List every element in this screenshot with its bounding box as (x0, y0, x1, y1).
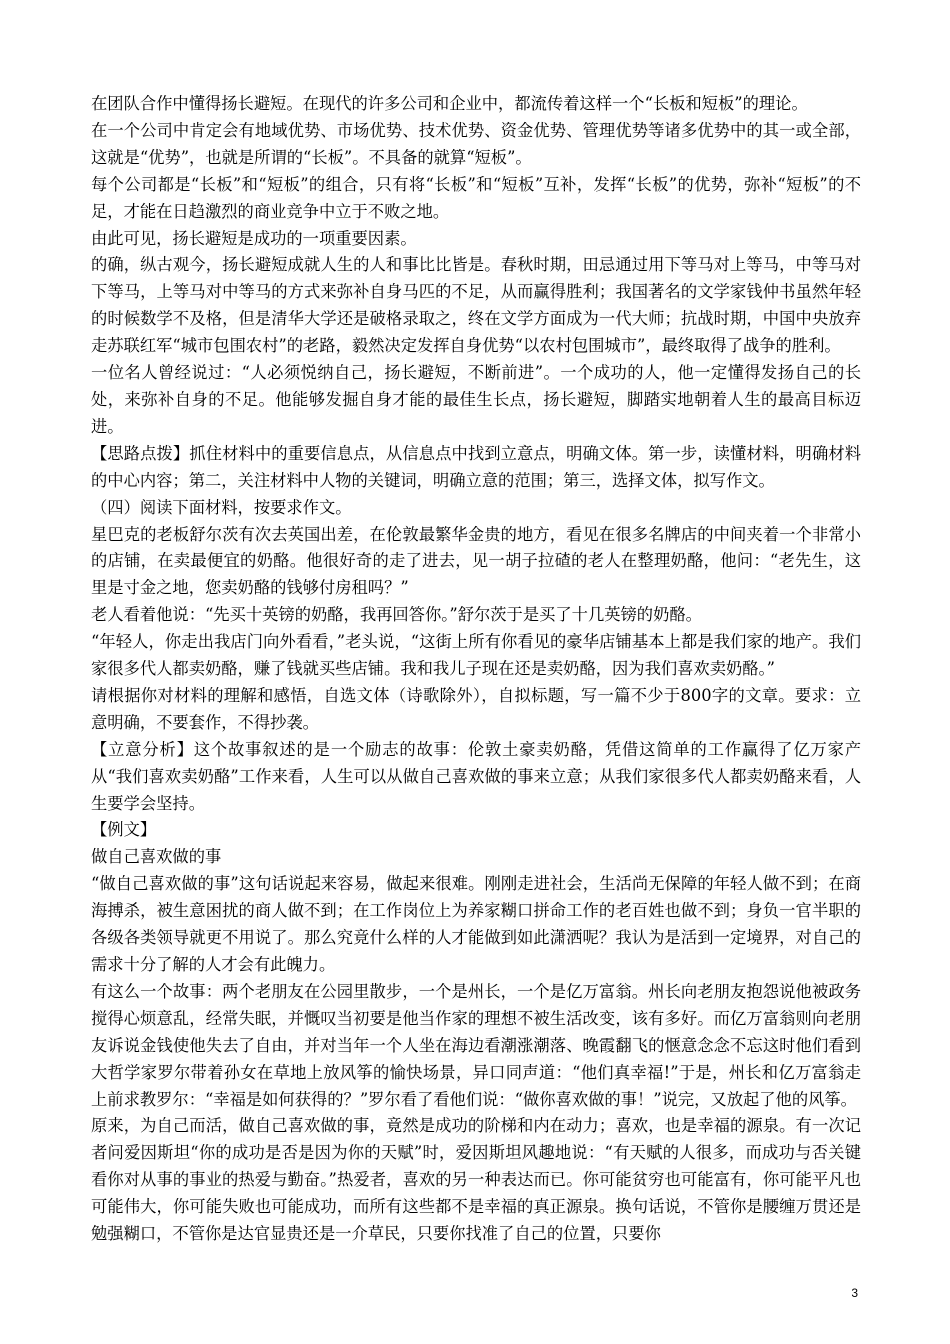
essay-paragraph-2: 有这么一个故事：两个老朋友在公园里散步，一个是州长，一个是亿万富翁。州长向老朋友抱怨说他被政务搅得心烦意乱，经常失眠，并慨叹当初要是他当作家的理想不被生活改变，该有多好。而亿万富翁则向老朋友诉说金钱使他失去了自由，并对当年一个人坐在海边看潮涨潮落、晚霞翻飞的惬意念念不忘这时他们看到大哲学家罗尔带着孙女在草地上放风筝的愉快场景，异口同声道：“他们真幸福!”于是，州长和亿万富翁走上前求教罗尔：“幸福是如何获得的？”罗尔看了看他们说：“做你喜欢做的事！”说完，又放起了他的风筝。 (91, 981, 861, 1109)
paragraph-long-short-board: 每个公司都是“长板”和“短板”的组合，只有将“长板”和“短板”互补，发挥“长板”的优势，弥补“短板”的不足，才能在日趋激烈的商业竞争中立于不败之地。 (91, 174, 861, 221)
paragraph-teamwork: 在团队合作中懂得扬长避短。在现代的许多公司和企业中，都流传着这样一个“长板和短板”的理论。 (91, 94, 808, 113)
paragraph-old-man-reply: 老人看着他说：“先买十英镑的奶酪，我再回答你。”舒尔茨于是买了十几英镑的奶酪。 (91, 605, 702, 625)
paragraph-old-man-speech: “年轻人，你走出我店门向外看看，”老头说，“这街上所有你看见的豪华店铺基本上都是我们家的地产。我们家很多代人都卖奶酪，赚了钱就买些店铺。我和我儿子现在还是卖奶酪，因为我们喜欢卖奶酪。” (91, 632, 861, 679)
paragraph-advantages: 在一个公司中肯定会有地域优势、市场优势、技术优势、资金优势、管理优势等诸多优势中的其一或全部，这就是“优势”，也就是所谓的“长板”。不具备的就算“短板”。 (91, 120, 861, 167)
paragraph-material-story: 星巴克的老板舒尔茨有次去英国出差，在伦敦最繁华金贵的地方，看见在很多名牌店的中间夹着一个非常小的店铺，在卖最便宜的奶酪。他很好奇的走了进去，见一胡子拉碴的老人在整理奶酪，他问：“老先生，这里是寸金之地，您卖奶酪的钱够付房租吗？” (91, 524, 861, 598)
paragraph-theme-analysis: 【立意分析】这个故事叙述的是一个励志的故事：伦敦土豪卖奶酪，凭借这简单的工作赢得了亿万家产从“我们喜欢卖奶酪”工作来看，人生可以从做自己喜欢做的事来立意；从我们家很多代人都卖奶酪来看，人生要学会坚持。 (91, 739, 861, 813)
essay-title: 做自己喜欢做的事 (91, 847, 222, 867)
paragraph-thinking-tips: 【思路点拨】抓住材料中的重要信息点，从信息点中找到立意点，明确文体。第一步，读懂材料，明确材料的中心内容；第二，关注材料中人物的关键词，明确立意的范围；第三，选择文体，拟写作文。 (91, 443, 861, 490)
paragraph-conclusion: 由此可见，扬长避短是成功的一项重要因素。 (91, 228, 417, 248)
paragraph-section-heading: （四）阅读下面材料，按要求作文。 (91, 497, 352, 517)
paragraph-example-label: 【例文】 (91, 820, 157, 840)
page-number: 3 (851, 1286, 858, 1300)
paragraph-writing-prompt: 请根据你对材料的理解和感悟，自选文体（诗歌除外），自拟标题，写一篇不少于800字的文章。要求：立意明确，不要套作，不得抄袭。 (91, 685, 861, 732)
document-body (91, 91, 861, 1248)
paragraph-quote: 一位名人曾经说过：“人必须悦纳自己，扬长避短，不断前进”。一个成功的人，他一定懂得发扬自己的长处，来弥补自身的不足。他能够发掘自身才能的最佳生长点，扬长避短，脚踏实地朝着人生的最高目标迈进。 (91, 363, 861, 436)
essay-paragraph-1: “做自己喜欢做的事”这句话说起来容易，做起来很难。刚刚走进社会，生活尚无保障的年轻人做不到；在商海搏杀，被生意困扰的商人做不到；在工作岗位上为养家糊口拼命工作的老百姓也做不到；身负一官半职的各级各类领导就更不用说了。那么究竟什么样的人才能做到如此潇洒呢？我认为是活到一定境界，对自己的需求十分了解的人才会有此魄力。 (91, 874, 861, 974)
paragraph-examples: 的确，纵古观今，扬长避短成就人生的人和事比比皆是。春秋时期，田忌通过用下等马对上等马，中等马对下等马，上等马对中等马的方式来弥补自身马匹的不足，从而赢得胜利；我国著名的文学家钱仲书虽然年轻的时候数学不及格，但是清华大学还是破格录取之，终在文学方面成为一代大师；抗战时期，中国中央放弃走苏联红军“城市包围农村”的老路，毅然决定发挥自身优势“以农村包围城市”，最终取得了战争的胜利。 (91, 255, 861, 356)
essay-paragraph-3: 原来，为自己而活，做自己喜欢做的事，竟然是成功的阶梯和内在动力；喜欢，也是幸福的源泉。有一次记者问爱因斯坦“你的成功是否是因为你的天赋”时，爱因斯坦风趣地说：“有天赋的人很多，而成功与否关键看你对从事的事业的热爱与勤奋。”热爱者，喜欢的另一种表达而已。你可能贫穷也可能富有，你可能平凡也可能伟大，你可能失败也可能成功，而所有这些都不是幸福的真正源泉。换句话说，不管你是腰缠万贯还是勉强糊口，不管你是达官显贵还是一介草民，只要你找准了自己的位置，只要你 (91, 1116, 861, 1244)
